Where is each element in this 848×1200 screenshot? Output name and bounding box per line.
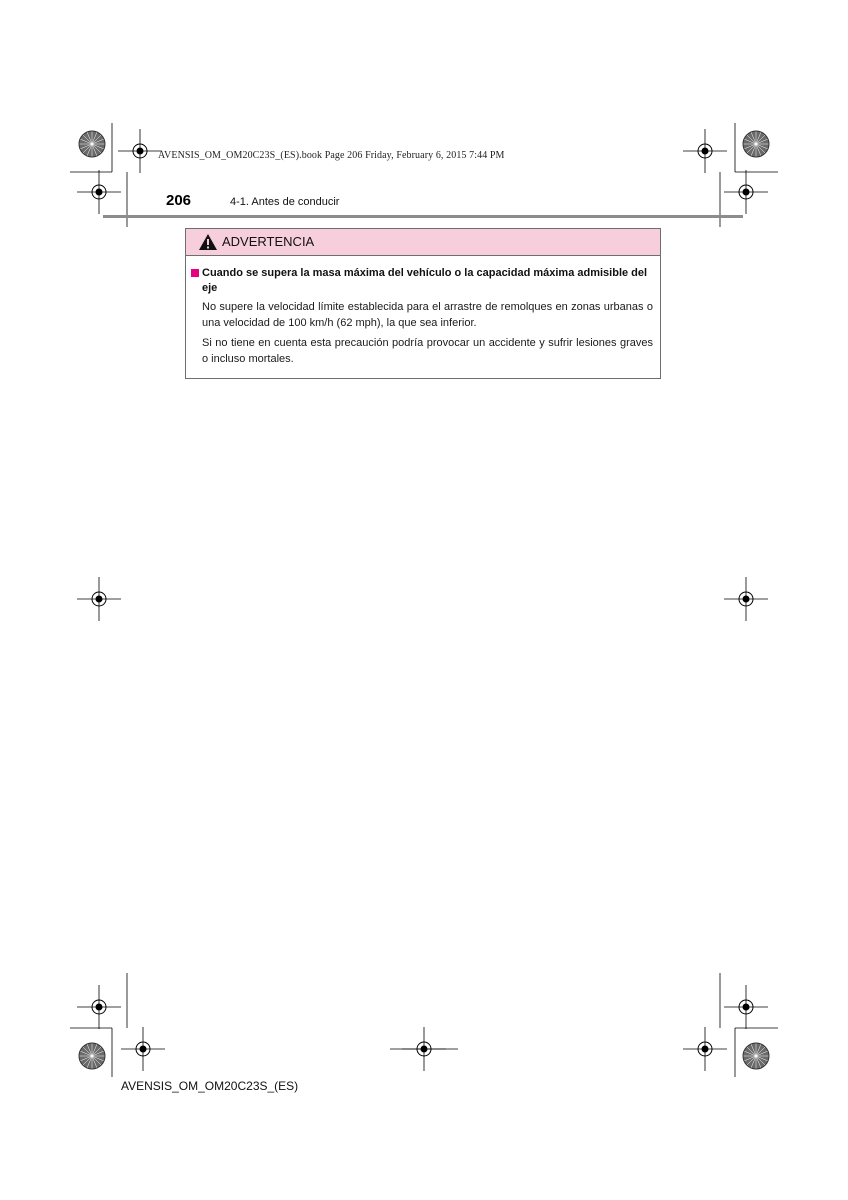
registration-mark-icon: [121, 1027, 165, 1071]
warning-paragraph: No supere la velocidad límite establecida para el arrastre de remolques en zonas urbanas o una velocidad de 100 km/h (62 mph), la que sea inferior.: [202, 301, 653, 329]
square-bullet-icon: [191, 269, 199, 277]
footer-code: AVENSIS_OM_OM20C23S_(ES): [121, 1079, 299, 1093]
registration-mark-icon: [724, 577, 768, 621]
registration-mark-icon: [77, 985, 121, 1029]
color-target-icon: [743, 131, 769, 157]
registration-mark-icon: [683, 1027, 727, 1071]
registration-mark-icon: [77, 577, 121, 621]
color-target-icon: [79, 1043, 105, 1069]
registration-mark-icon: [77, 170, 121, 214]
warning-paragraph: Si no tiene en cuenta esta precaución podría provocar un accidente y sufrir lesiones graves o incluso mortales.: [202, 337, 653, 365]
header-rule: [103, 215, 743, 218]
page-number: 206: [166, 192, 192, 209]
registration-mark-icon: [683, 129, 727, 173]
section-title: 4-1. Antes de conducir: [230, 196, 340, 208]
warning-triangle-icon: [198, 233, 218, 251]
warning-title: ADVERTENCIA: [222, 234, 315, 249]
registration-mark-icon: [118, 129, 162, 173]
warning-box: [185, 228, 661, 379]
color-target-icon: [79, 131, 105, 157]
registration-mark-icon: [724, 170, 768, 214]
color-target-icon: [743, 1043, 769, 1069]
registration-mark-icon: [724, 985, 768, 1029]
print-slug: AVENSIS_OM_OM20C23S_(ES).book Page 206 Friday, February 6, 2015 7:44 PM: [158, 150, 505, 161]
warning-header: [186, 229, 660, 256]
warning-heading: Cuando se supera la masa máxima del vehículo o la capacidad máxima admisible del eje: [202, 267, 648, 294]
